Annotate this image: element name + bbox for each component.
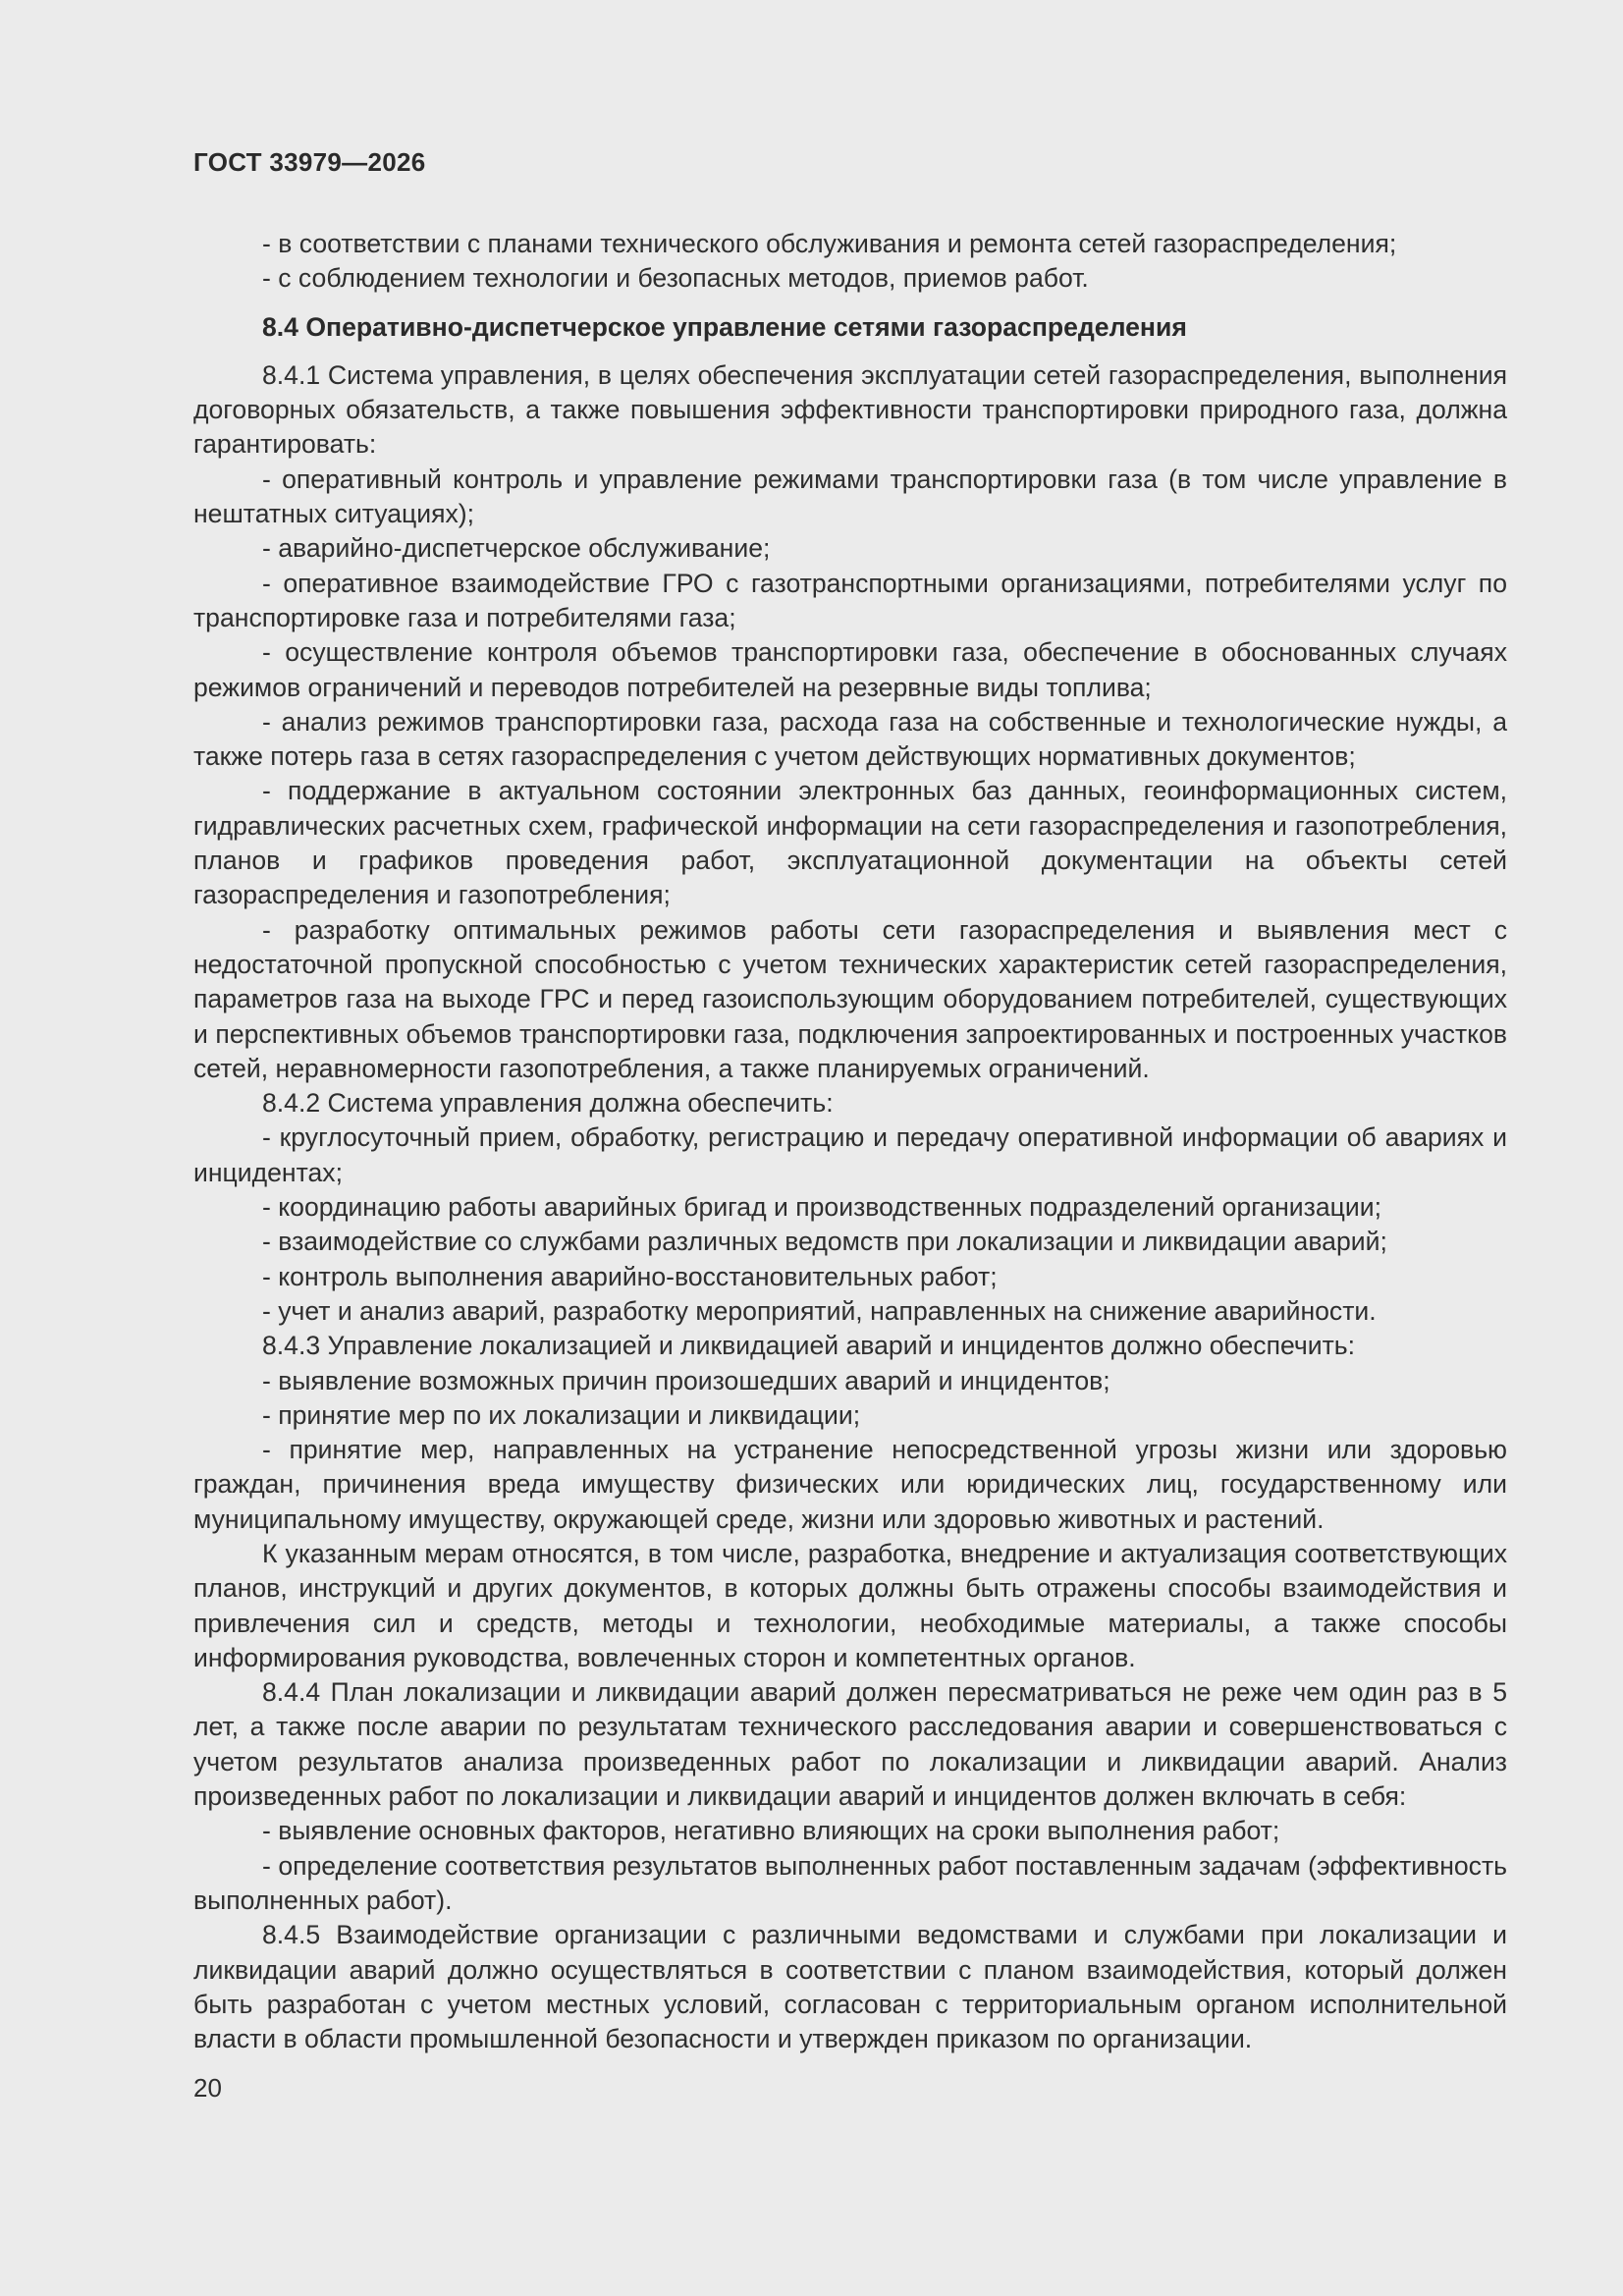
list-item: - поддержание в актуальном состоянии электронных баз данных, геоинформационных систем, гидравлических расчетных схем, графической информации на сети газораспределения и газопотребления, планов и графиков проведения работ, эксплуатационной документации на объекты сетей газораспределения и газопотребления; <box>193 776 1507 910</box>
list-item: - оперативное взаимодействие ГРО с газотранспортными организациями, потребителями услуг по транспортировке газа и потребителями газа; <box>193 568 1507 632</box>
paragraph: 8.4.5 Взаимодействие организации с различными ведомствами и службами при локализации и ликвидации аварий должно осуществляться в соответствии с планом взаимодействия, который должен быть разработан с учетом местных условий, согласован с территориальным органом исполнительной власти в области промышленной безопасности и утвержден приказом по организации. <box>193 1920 1507 2054</box>
paragraph: 8.4.3 Управление локализацией и ликвидацией аварий и инцидентов должно обеспечить: <box>262 1331 1356 1361</box>
list-item: - оперативный контроль и управление режимами транспортировки газа (в том числе управление в нештатных ситуациях); <box>193 464 1507 529</box>
list-item: - взаимодействие со службами различных ведомств при локализации и ликвидации аварий; <box>262 1227 1387 1257</box>
section-heading: 8.4 Оперативно-диспетчерское управление сетями газораспределения <box>262 311 1187 342</box>
list-item: - выявление основных факторов, негативно влияющих на сроки выполнения работ; <box>262 1816 1280 1846</box>
document-body <box>193 227 1507 2056</box>
paragraph: 8.4.4 План локализации и ликвидации аварий должен пересматриваться не реже чем один раз в 5 лет, а также после аварии по результатам технического расследования аварии и совершенствоваться с учетом результатов анализа произведенных работ по локализации и ликвидации аварий. Анализ произведенных работ по локализации и ликвидации аварий и инцидентов должен включать в себя: <box>193 1677 1507 1812</box>
list-item: - выявление возможных причин произошедших аварий и инцидентов; <box>262 1365 1110 1395</box>
list-item: - анализ режимов транспортировки газа, расхода газа на собственные и технологические нужды, а также потерь газа в сетях газораспределения с учетом действующих нормативных документов; <box>193 706 1507 772</box>
paragraph: 8.4.2 Система управления должна обеспечить: <box>262 1088 834 1119</box>
list-item: - принятие мер, направленных на устранение непосредственной угрозы жизни или здоровью граждан, причинения вреда имуществу физических или юридических лиц, государственному или муниципальному имуществу, окружающей среде, жизни или здоровью животных и растений. <box>193 1435 1507 1534</box>
list-item: - принятие мер по их локализации и ликвидации; <box>262 1399 861 1430</box>
list-item: - определение соответствия результатов выполненных работ поставленным задачам (эффективность выполненных работ). <box>193 1850 1507 1915</box>
list-item: - учет и анализ аварий, разработку мероприятий, направленных на снижение аварийности. <box>262 1295 1377 1326</box>
list-item: - контроль выполнения аварийно-восстановительных работ; <box>262 1261 998 1291</box>
list-item: - в соответствии с планами технического обслуживания и ремонта сетей газораспределения; <box>262 229 1397 258</box>
list-item: - с соблюдением технологии и безопасных методов, приемов работ. <box>262 263 1089 294</box>
list-item: - осуществление контроля объемов транспортировки газа, обеспечение в обоснованных случаях режимов ограничений и переводов потребителей на резервные виды топлива; <box>193 637 1507 702</box>
paragraph: К указанным мерам относятся, в том числе, разработка, внедрение и актуализация соответствующих планов, инструкций и других документов, в которых должны быть отражены способы взаимодействия и привлечения сил и средств, методы и технологии, необходимые материалы, а также способы информирования руководства, вовлеченных сторон и компетентных органов. <box>193 1538 1507 1672</box>
list-item: - круглосуточный прием, обработку, регистрацию и передачу оперативной информации об авариях и инцидентах; <box>193 1122 1507 1187</box>
list-item: - аварийно-диспетчерское обслуживание; <box>262 533 771 564</box>
paragraph: 8.4.1 Система управления, в целях обеспечения эксплуатации сетей газораспределения, выполнения договорных обязательств, а также повышения эффективности транспортировки природного газа, должна гарантировать: <box>193 359 1507 460</box>
list-item: - координацию работы аварийных бригад и производственных подразделений организации; <box>262 1192 1381 1223</box>
standard-code-header: ГОСТ 33979—2026 <box>193 147 426 177</box>
page-number: 20 <box>193 2073 222 2103</box>
list-item: - разработку оптимальных режимов работы сети газораспределения и выявления мест с недостаточной пропускной способностью с учетом технических характеристик сетей газораспределения, параметров газа на выходе ГРС и перед газоиспользующим оборудованием потребителей, существующих и перспективных объемов транспортировки газа, подключения запроектированных и построенных участков сетей, неравномерности газопотребления, а также планируемых ограничений. <box>193 914 1507 1083</box>
